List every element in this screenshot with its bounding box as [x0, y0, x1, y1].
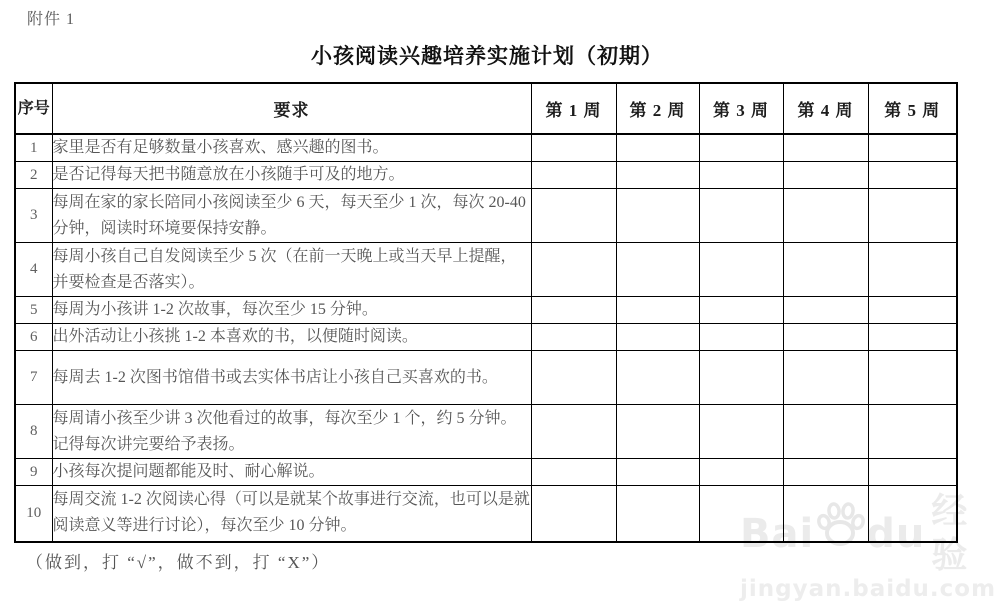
week-2-cell [616, 297, 699, 324]
week-5-cell [868, 243, 957, 297]
week-4-cell [783, 486, 868, 542]
table-row [15, 243, 957, 297]
week-1-cell [531, 134, 616, 162]
row-number-cell: 10 [15, 486, 52, 542]
requirement-cell: 每周交流 1-2 次阅读心得（可以是就某个故事进行交流，也可以是就阅读意义等进行讨论），每次至少 10 分钟。 [52, 486, 531, 542]
week-3-cell [699, 243, 783, 297]
week-4-cell [783, 324, 868, 351]
footnote: （做到，打 “√”，做不到，打 “X”） [26, 553, 331, 572]
week-1-cell [531, 189, 616, 243]
week-5-cell [868, 486, 957, 542]
row-number-cell: 5 [15, 297, 52, 324]
requirement-cell: 每周小孩自己自发阅读至少 5 次（在前一天晚上或当天早上提醒，并要检查是否落实）。 [52, 243, 531, 297]
week-1-cell [531, 351, 616, 405]
week-4-cell [783, 297, 868, 324]
table-row [15, 324, 957, 351]
week-5-cell [868, 297, 957, 324]
week-4-cell [783, 134, 868, 162]
header-row [15, 83, 957, 134]
requirement-cell: 是否记得每天把书随意放在小孩随手可及的地方。 [52, 162, 531, 189]
row-number-cell: 9 [15, 459, 52, 486]
table-row [15, 189, 957, 243]
week-3-cell [699, 297, 783, 324]
row-number-cell: 8 [15, 405, 52, 459]
table-row [15, 459, 957, 486]
week-3-cell [699, 324, 783, 351]
week-5-cell [868, 405, 957, 459]
week-5-cell [868, 134, 957, 162]
week-3-cell [699, 189, 783, 243]
requirement-cell: 每周为小孩讲 1-2 次故事，每次至少 15 分钟。 [52, 297, 531, 324]
week-5-cell [868, 459, 957, 486]
requirement-cell: 每周请小孩至少讲 3 次他看过的故事，每次至少 1 个，约 5 分钟。记得每次讲完要给予表扬。 [52, 405, 531, 459]
week-3-cell [699, 486, 783, 542]
watermark-brand-left: Bai [740, 511, 815, 557]
week-2-cell [616, 351, 699, 405]
attachment-label: 附件 1 [27, 11, 76, 28]
week-4-cell [783, 405, 868, 459]
table-row [15, 162, 957, 189]
watermark-brand-right: du [866, 511, 926, 557]
table-row [15, 134, 957, 162]
week-5-cell [868, 351, 957, 405]
week-3-cell [699, 134, 783, 162]
week-1-cell [531, 459, 616, 486]
week-2-cell [616, 134, 699, 162]
week-2-cell [616, 324, 699, 351]
table-row [15, 405, 957, 459]
week-2-cell [616, 405, 699, 459]
table-row [15, 297, 957, 324]
week-3-cell [699, 351, 783, 405]
week-4-cell [783, 243, 868, 297]
week-5-cell [868, 324, 957, 351]
requirement-cell: 每周在家的家长陪同小孩阅读至少 6 天，每天至少 1 次，每次 20-40 分钟，阅读时环境要保持安静。 [52, 189, 531, 243]
header-week-4-cell: 第 4 周 [783, 83, 868, 134]
week-2-cell [616, 459, 699, 486]
requirement-cell: 小孩每次提问题都能及时、耐心解说。 [52, 459, 531, 486]
week-4-cell [783, 459, 868, 486]
week-2-cell [616, 162, 699, 189]
row-number-cell: 7 [15, 351, 52, 405]
plan-table [14, 82, 958, 543]
week-2-cell [616, 189, 699, 243]
week-3-cell [699, 459, 783, 486]
header-week-1-cell: 第 1 周 [531, 83, 616, 134]
requirement-cell: 每周去 1-2 次图书馆借书或去实体书店让小孩自己买喜欢的书。 [52, 351, 531, 405]
week-1-cell [531, 162, 616, 189]
week-4-cell [783, 189, 868, 243]
week-5-cell [868, 189, 957, 243]
header-seq-cell: 序号 [15, 83, 52, 134]
week-4-cell [783, 351, 868, 405]
week-1-cell [531, 297, 616, 324]
table-row [15, 351, 957, 405]
week-1-cell [531, 405, 616, 459]
table-row [15, 486, 957, 542]
week-2-cell [616, 486, 699, 542]
week-3-cell [699, 162, 783, 189]
header-requirement-cell: 要求 [52, 83, 531, 134]
watermark-url: jingyan.baidu.com [740, 576, 996, 602]
header-week-5-cell: 第 5 周 [868, 83, 957, 134]
week-1-cell [531, 324, 616, 351]
week-1-cell [531, 243, 616, 297]
row-number-cell: 3 [15, 189, 52, 243]
week-1-cell [531, 486, 616, 542]
row-number-cell: 4 [15, 243, 52, 297]
row-number-cell: 2 [15, 162, 52, 189]
requirement-cell: 出外活动让小孩挑 1-2 本喜欢的书，以便随时阅读。 [52, 324, 531, 351]
week-3-cell [699, 405, 783, 459]
row-number-cell: 1 [15, 134, 52, 162]
week-5-cell [868, 162, 957, 189]
watermark-brand-cn: 经验 [931, 491, 970, 576]
requirement-cell: 家里是否有足够数量小孩喜欢、感兴趣的图书。 [52, 134, 531, 162]
page-title: 小孩阅读兴趣培养实施计划（初期） [311, 44, 663, 68]
row-number-cell: 6 [15, 324, 52, 351]
week-2-cell [616, 243, 699, 297]
week-4-cell [783, 162, 868, 189]
header-week-3-cell: 第 3 周 [699, 83, 783, 134]
header-week-2-cell: 第 2 周 [616, 83, 699, 134]
